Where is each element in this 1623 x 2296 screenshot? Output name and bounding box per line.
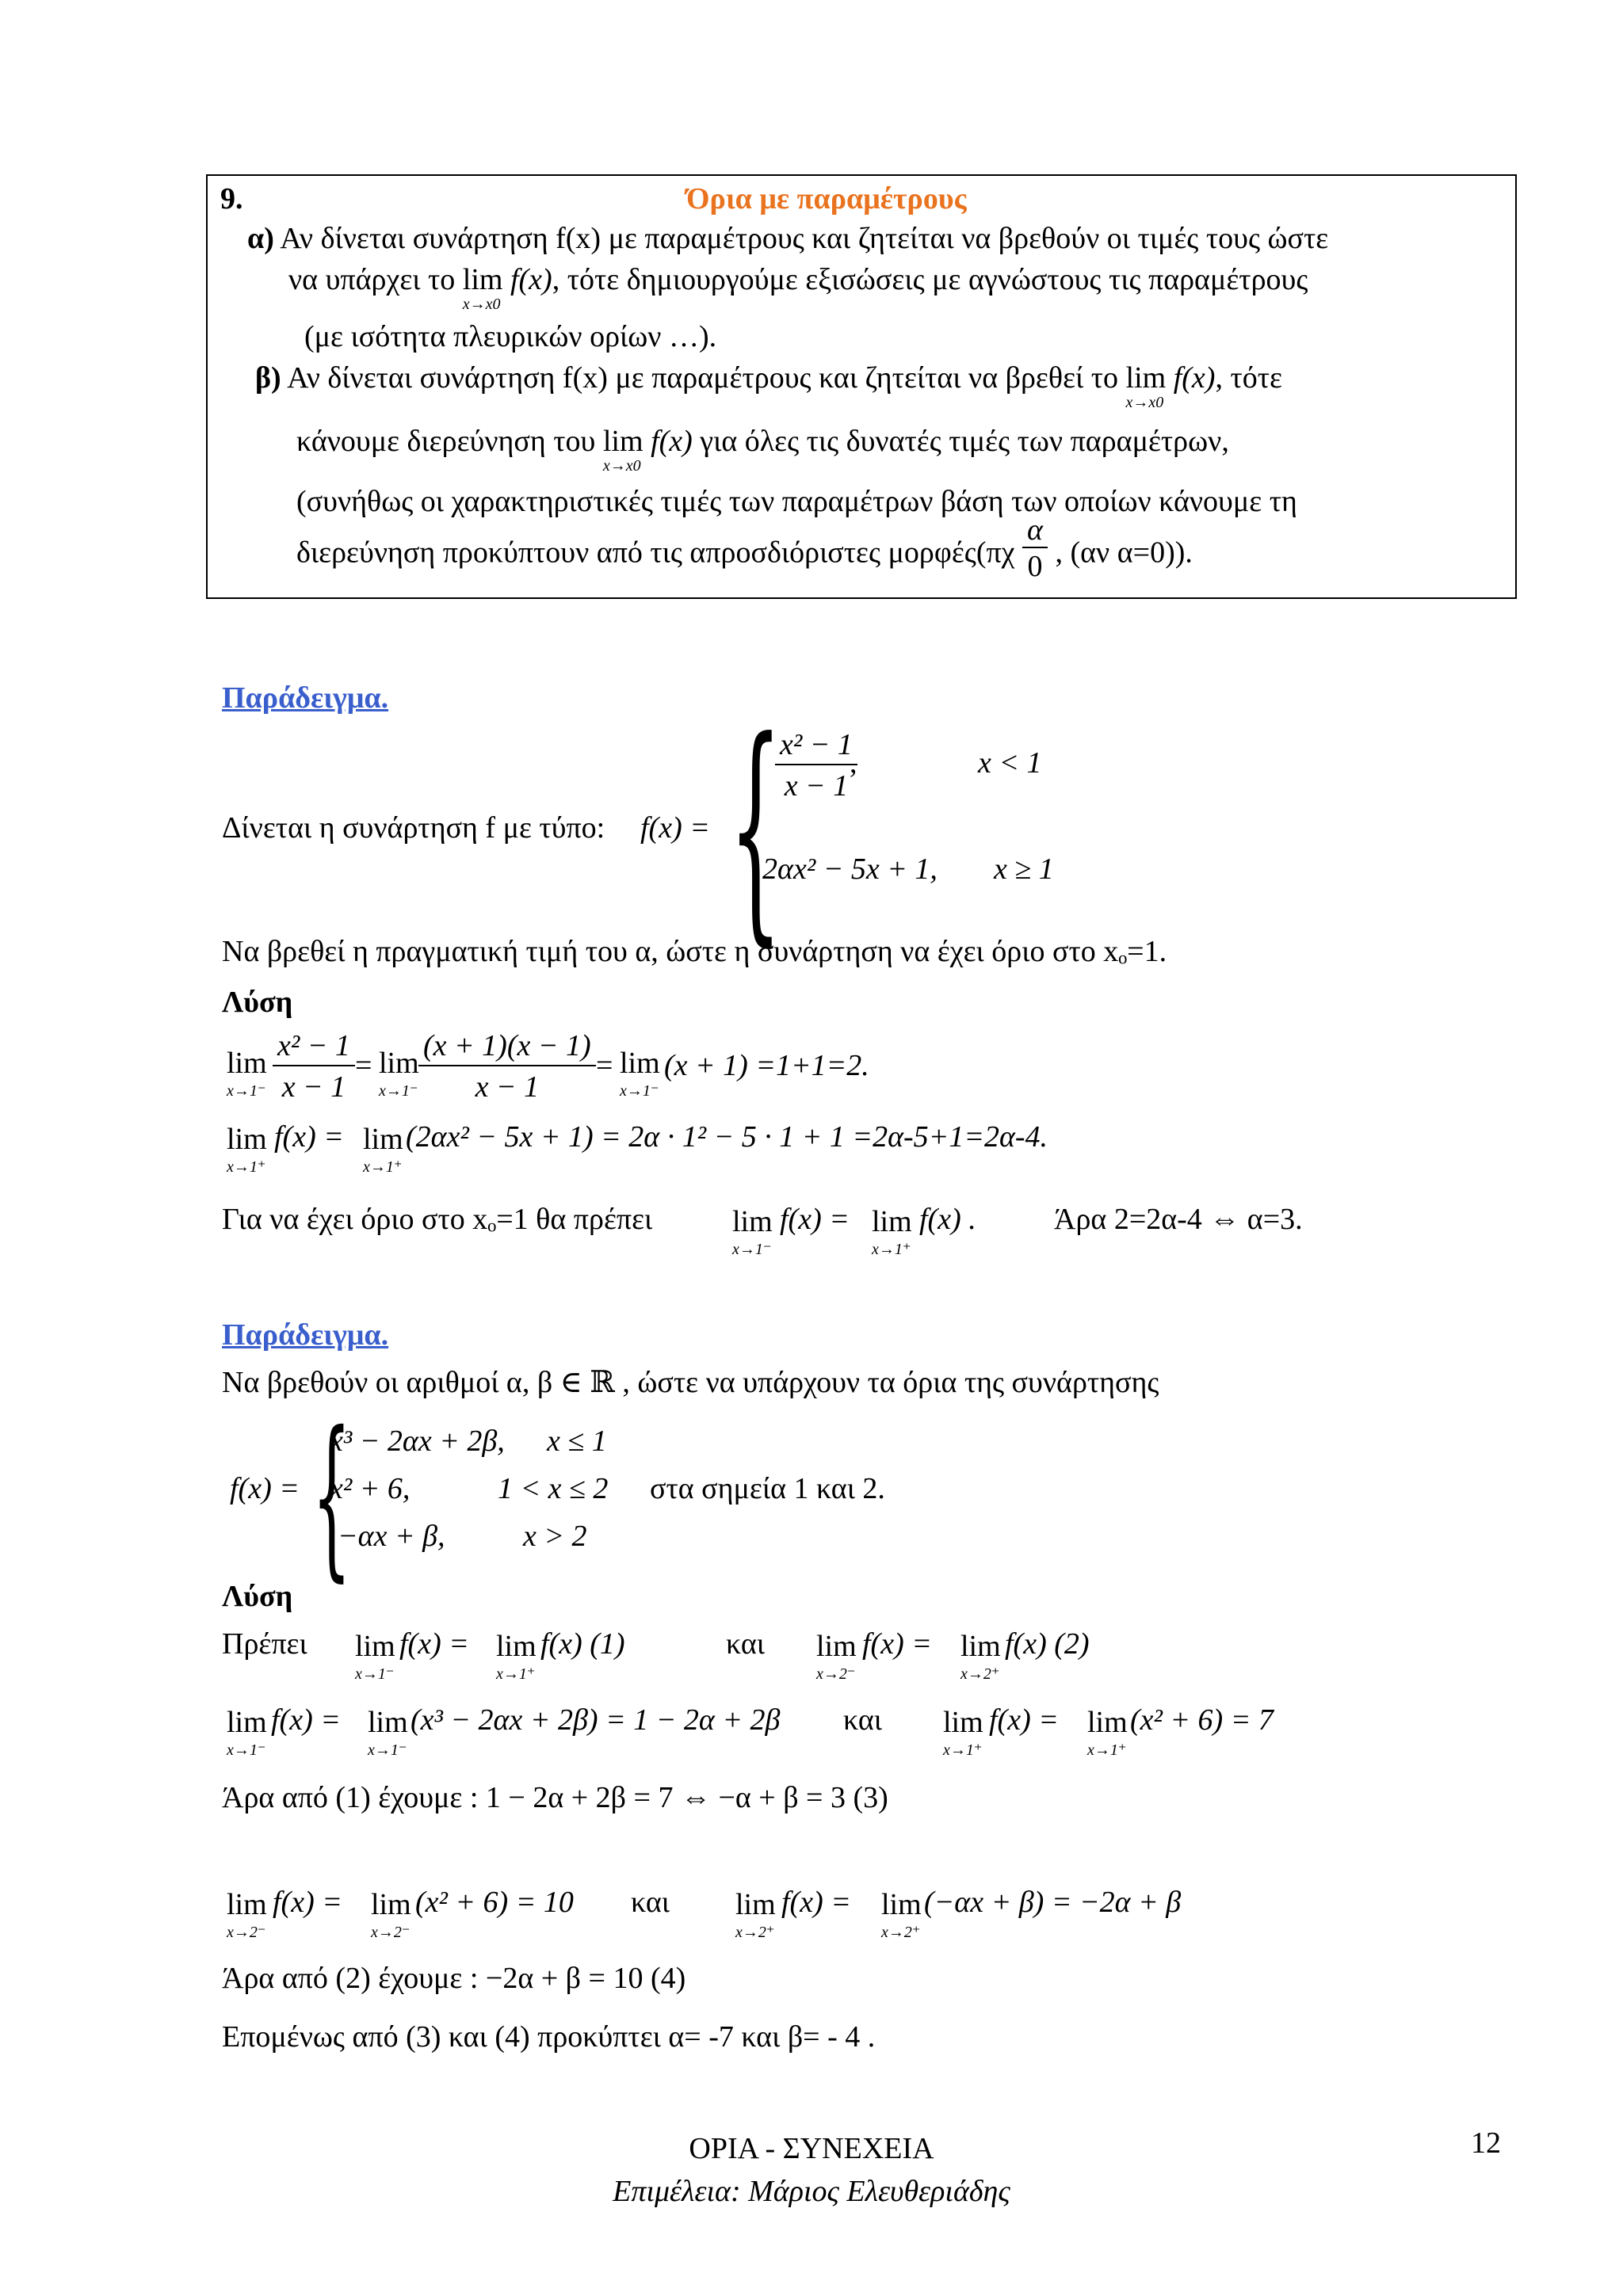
lim-word: lim	[355, 1630, 395, 1663]
lim-subscript: x→x0	[602, 457, 641, 475]
footer-author: Επιμέλεια: Μάριος Ελευθεριάδης	[613, 2175, 1010, 2208]
limit-expression	[227, 1887, 267, 1941]
example2-r1-pre: Πρέπει	[222, 1627, 307, 1661]
theory-b-line1	[255, 361, 1282, 411]
theory-b-text2-pre: κάνουμε διερεύνηση του	[296, 425, 596, 458]
example1-s1-fraction2	[418, 1028, 596, 1104]
lim-word: lim	[227, 1888, 267, 1921]
lim-word: lim	[735, 1888, 776, 1921]
limit-expression	[735, 1887, 776, 1941]
fraction-numerator: (x + 1)(x − 1)	[418, 1028, 596, 1066]
example1-question: Να βρεθεί η πραγματική τιμή του α, ώστε η συνάρτηση να έχει όριο στο xₒ=1.	[222, 935, 1167, 968]
limit-expression	[1087, 1705, 1128, 1759]
example2-case2-expression: x² + 6,	[330, 1472, 411, 1505]
lim-word: lim	[881, 1888, 922, 1921]
limit-expression	[462, 263, 503, 313]
example1-s3-pre: Για να έχει όριο στο xₒ=1 θα πρέπει	[222, 1203, 653, 1236]
theory-b-text2-post: για όλες τις δυνατές τιμές των παραμέτρων,	[700, 425, 1229, 458]
fraction-denominator: x − 1	[784, 769, 849, 803]
example1-case1-fraction	[775, 727, 857, 803]
example2-r1-b: f(x) (1)	[540, 1627, 625, 1661]
lim-word: lim	[732, 1205, 773, 1238]
limit-expression	[496, 1629, 537, 1683]
example2-r3: Άρα από (1) έχουμε : 1 − 2α + 2β = 7 ⇔ −α + β = 3 (3)	[222, 1781, 888, 1814]
lim-subscript: x→1⁻	[620, 1082, 659, 1100]
lim-subscript: x→x0	[1125, 394, 1164, 411]
theory-b-text4-pre: διερεύνηση προκύπτουν από τις απροσδιόριστες μορφές(πχ	[296, 536, 1015, 570]
example1-intro: Δίνεται η συνάρτηση f με τύπο:	[222, 811, 605, 845]
theory-a-line1	[247, 223, 1328, 254]
theory-b-text1-post: , τότε	[1215, 361, 1282, 395]
lim-subscript: x→1⁺	[1087, 1741, 1127, 1759]
theory-a-text2-post: , τότε δημιουργούμε εξισώσεις με αγνώστους τις παραμέτρους	[552, 263, 1308, 296]
example1-s3-mid: f(x) =	[780, 1203, 850, 1236]
example2-points: στα σημεία 1 και 2.	[650, 1472, 885, 1505]
limit-expression	[881, 1887, 922, 1941]
example2-r5: Άρα από (2) έχουμε : −2α + β = 10 (4)	[222, 1962, 686, 1995]
limit-expression	[943, 1705, 983, 1759]
limit-expression	[227, 1887, 267, 1941]
limit-expression	[960, 1629, 1001, 1683]
example2-heading: Παράδειγμα.	[222, 1318, 389, 1352]
limit-expression	[881, 1887, 922, 1941]
theory-b-text1-pre: Αν δίνεται συνάρτηση f(x) με παραμέτρους και ζητείται να βρεθεί το	[287, 361, 1119, 395]
lim-word: lim	[371, 1888, 411, 1921]
theory-b-text4-post: , (αν α=0)).	[1055, 536, 1193, 570]
example2-r4-and: και	[631, 1886, 670, 1919]
limit-expression	[371, 1887, 411, 1941]
limit-expression	[872, 1204, 912, 1258]
lim-word: lim	[496, 1630, 537, 1663]
example1-s1-fraction1	[273, 1028, 355, 1104]
example1-solution-label: Λύση	[222, 986, 293, 1019]
section-title: Όρια με παραμέτρους	[686, 182, 967, 215]
lim-word: lim	[227, 1123, 267, 1156]
limit-expression	[227, 1122, 267, 1176]
limit-expression	[1087, 1705, 1128, 1759]
theory-a-label: α)	[247, 222, 274, 255]
example2-r1-a: f(x) =	[399, 1627, 469, 1661]
fraction-numerator: x² − 1	[273, 1028, 355, 1066]
page-number: 12	[1471, 2126, 1501, 2160]
fraction-numerator: x² − 1	[775, 727, 857, 765]
lim-subscript: x→2⁻	[227, 1924, 266, 1941]
lim-word: lim	[227, 1047, 267, 1080]
equals-sign: =	[355, 1049, 372, 1082]
fraction-numerator: α	[1022, 515, 1048, 548]
example2-r1-c: f(x) =	[862, 1627, 932, 1661]
lim-word: lim	[943, 1706, 983, 1739]
example2-r4-c: f(x) =	[781, 1886, 851, 1919]
example2-r4-d: (−αx + β) = −2α + β	[924, 1886, 1182, 1919]
lim-word: lim	[620, 1047, 660, 1080]
lim-subscript: x→1⁺	[872, 1241, 911, 1258]
lim-subscript: x→1⁻	[732, 1241, 772, 1258]
footer-title: ΟΡΙΑ - ΣΥΝΕΧΕΙΑ	[689, 2132, 934, 2165]
limit-expression	[368, 1705, 408, 1759]
limit-expression	[227, 1705, 267, 1759]
theory-b-line3: (συνήθως οι χαρακτηριστικές τιμές των παραμέτρων βάση των οποίων κάνουμε τη	[296, 485, 1297, 518]
fraction	[418, 1028, 596, 1104]
limit-expression	[872, 1204, 912, 1258]
limit-expression	[355, 1629, 395, 1683]
fraction	[273, 1028, 355, 1104]
limit-expression	[816, 1629, 857, 1683]
example2-r4-a: f(x) =	[273, 1886, 342, 1919]
fraction-denominator: x − 1	[281, 1070, 346, 1104]
limit-expression	[496, 1629, 537, 1683]
example1-case2-condition: x ≥ 1	[994, 852, 1054, 886]
function-fx: f(x)	[1173, 361, 1216, 395]
lim-word: lim	[363, 1123, 403, 1156]
lim-subscript: x→1⁺	[496, 1665, 536, 1683]
limit-expression	[602, 425, 643, 475]
fraction-alpha-over-zero	[1022, 515, 1048, 582]
piecewise-brace: {	[312, 1394, 351, 1597]
fraction-denominator: x − 1	[475, 1070, 540, 1104]
lim-word: lim	[1087, 1706, 1128, 1739]
lim-word: lim	[368, 1706, 408, 1739]
fraction	[775, 727, 857, 803]
limit-expression	[355, 1629, 395, 1683]
fraction-denominator: 0	[1027, 550, 1043, 583]
piecewise-brace: {	[729, 690, 782, 967]
limit-expression	[735, 1887, 776, 1941]
theory-b-line2	[296, 425, 1229, 475]
function-fx: f(x)	[651, 425, 693, 458]
limit-expression	[368, 1705, 408, 1759]
limit-expression	[379, 1046, 419, 1100]
example1-s3-conclusion: Άρα 2=2α-4 ⇔ α=3.	[1054, 1203, 1303, 1236]
lim-word: lim	[960, 1630, 1001, 1663]
lim-subscript: x→1⁻	[355, 1665, 395, 1683]
limit-expression	[620, 1046, 660, 1100]
limit-expression	[363, 1122, 403, 1176]
limit-expression	[227, 1122, 267, 1176]
example2-r1-d: f(x) (2)	[1005, 1627, 1090, 1661]
lim-word: lim	[872, 1205, 912, 1238]
limit-expression	[379, 1046, 419, 1100]
limit-expression	[732, 1204, 773, 1258]
example2-r2-d: (x² + 6) = 7	[1130, 1703, 1274, 1737]
lim-word: lim	[1125, 361, 1167, 395]
function-fx: f(x)	[510, 263, 552, 296]
theory-b-label: β)	[255, 361, 281, 395]
lim-subscript: x→2⁺	[960, 1665, 1000, 1683]
example1-s3-post: f(x) .	[919, 1203, 976, 1236]
example1-fx-eq: f(x) =	[640, 811, 710, 845]
lim-subscript: x→1⁺	[363, 1158, 403, 1176]
theory-a-line2	[288, 263, 1308, 313]
limit-expression	[1125, 361, 1167, 411]
example2-case3-expression: −αx + β,	[338, 1520, 445, 1553]
example1-case1-comma: ,	[850, 746, 857, 780]
example2-solution-label: Λύση	[222, 1580, 293, 1613]
lim-subscript: x→2⁺	[881, 1924, 921, 1941]
limit-expression	[960, 1629, 1001, 1683]
theory-b-line4	[296, 513, 1193, 583]
example2-r2-a: f(x) =	[271, 1703, 341, 1737]
example2-r2-c: f(x) =	[989, 1703, 1059, 1737]
lim-word: lim	[462, 263, 503, 296]
equals-sign: =	[596, 1049, 613, 1082]
example2-r4-b: (x² + 6) = 10	[415, 1886, 574, 1919]
example2-case1-expression: x³ − 2αx + 2β,	[330, 1425, 505, 1458]
section-number: 9.	[220, 182, 243, 215]
limit-expression	[363, 1122, 403, 1176]
example2-fx-eq: f(x) =	[230, 1472, 300, 1505]
example2-r6: Επομένως από (3) και (4) προκύπτει α= -7 και β= - 4 .	[222, 2020, 876, 2054]
limit-expression	[227, 1705, 267, 1759]
example1-s2-fx: f(x) =	[274, 1120, 344, 1154]
limit-expression	[620, 1046, 660, 1100]
example1-case2-expression: 2αx² − 5x + 1,	[762, 852, 938, 886]
example2-case2-condition: 1 < x ≤ 2	[498, 1472, 609, 1505]
lim-word: lim	[816, 1630, 857, 1663]
theory-a-text2-pre: να υπάρχει το	[288, 263, 456, 296]
lim-word: lim	[379, 1047, 419, 1080]
lim-word: lim	[602, 425, 643, 458]
example2-case3-condition: x > 2	[523, 1520, 587, 1553]
lim-subscript: x→2⁺	[735, 1924, 775, 1941]
lim-subscript: x→2⁻	[816, 1665, 856, 1683]
lim-subscript: x→1⁻	[227, 1082, 266, 1100]
example2-intro: Να βρεθούν οι αριθμοί α, β ∈ ℝ , ώστε να υπάρχουν τα όρια της συνάρτησης	[222, 1366, 1159, 1399]
example1-heading: Παράδειγμα.	[222, 681, 389, 715]
example2-r2-b: (x³ − 2αx + 2β) = 1 − 2α + 2β	[411, 1703, 781, 1737]
lim-subscript: x→2⁻	[371, 1924, 411, 1941]
theory-a-line3: (με ισότητα πλευρικών ορίων …).	[304, 320, 717, 353]
limit-expression	[732, 1204, 773, 1258]
limit-expression	[227, 1046, 267, 1100]
example2-r2-and: και	[843, 1703, 882, 1737]
lim-subscript: x→1⁻	[227, 1741, 266, 1759]
lim-subscript: x→1⁺	[943, 1741, 983, 1759]
limit-expression	[943, 1705, 983, 1759]
example1-s1-tail: (x + 1) =1+1=2.	[664, 1049, 869, 1082]
lim-subscript: x→1⁻	[368, 1741, 407, 1759]
lim-subscript: x→x0	[462, 296, 501, 313]
example2-r1-and: και	[726, 1627, 765, 1661]
limit-expression	[227, 1046, 267, 1100]
example1-s2-rest: (2αx² − 5x + 1) = 2α · 1² − 5 · 1 + 1 =2α-5+1=2α-4.	[406, 1120, 1048, 1154]
lim-subscript: x→1⁺	[227, 1158, 266, 1176]
limit-expression	[371, 1887, 411, 1941]
example2-case1-condition: x ≤ 1	[547, 1425, 607, 1458]
lim-subscript: x→1⁻	[379, 1082, 418, 1100]
limit-expression	[816, 1629, 857, 1683]
theory-a-text1: Αν δίνεται συνάρτηση f(x) με παραμέτρους και ζητείται να βρεθούν οι τιμές τους ώστε	[280, 222, 1329, 255]
example1-case1-condition: x < 1	[978, 746, 1042, 780]
lim-word: lim	[227, 1706, 267, 1739]
